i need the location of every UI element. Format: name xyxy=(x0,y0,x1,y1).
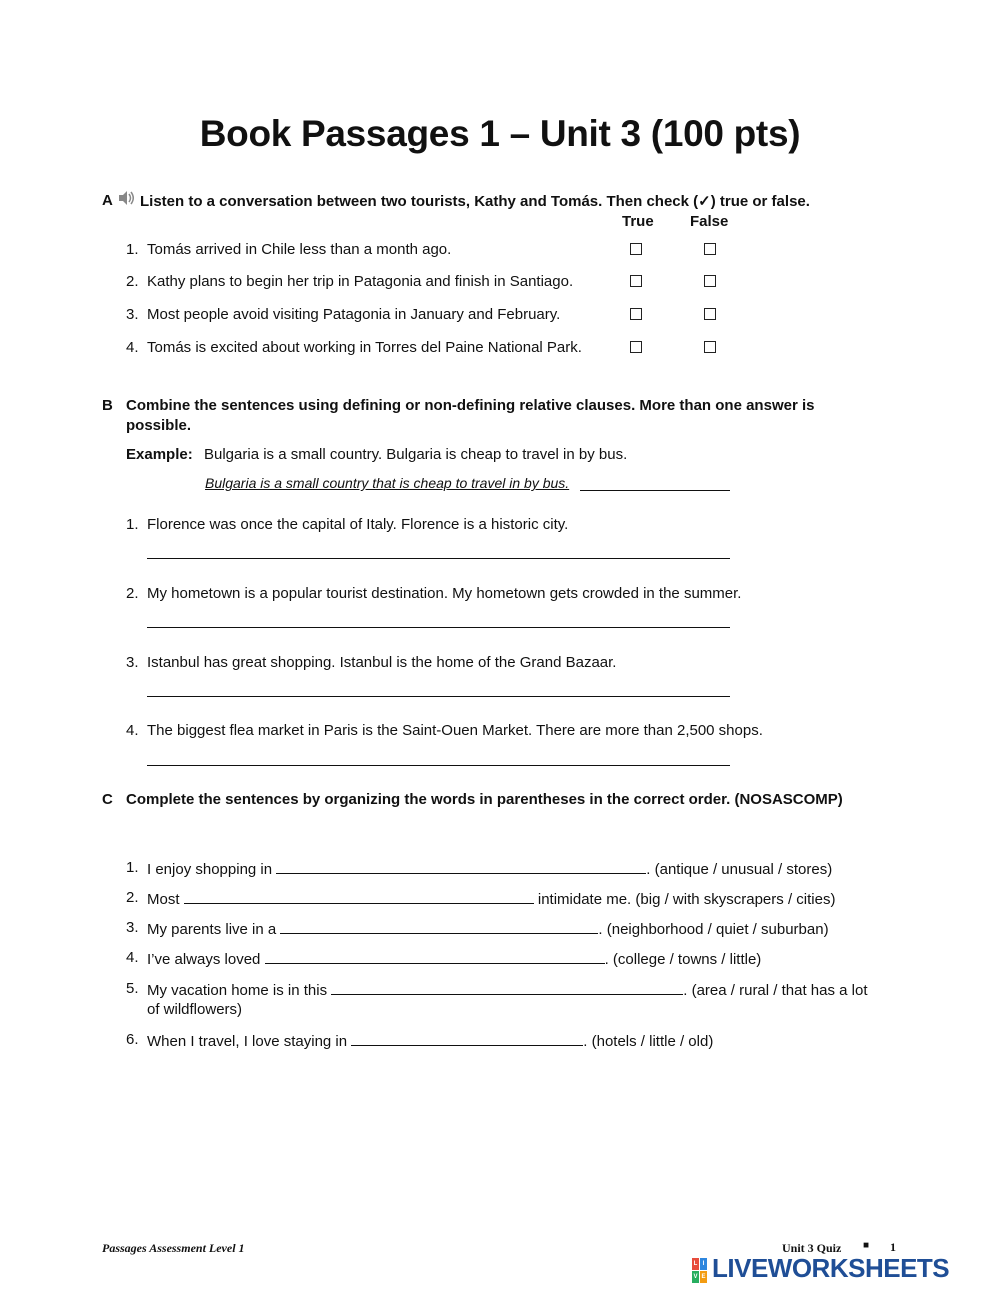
logo-tile: I xyxy=(700,1258,707,1270)
fill-in-sentence: Most intimidate me. (big / with skyscrapers / cities) xyxy=(147,891,836,908)
true-false-statement: Most people avoid visiting Patagonia in January and February. xyxy=(147,306,561,323)
combine-prompt: My hometown is a popular tourist destination. My hometown gets crowded in the summer. xyxy=(147,585,742,602)
answer-line[interactable] xyxy=(147,558,730,559)
true-checkbox[interactable] xyxy=(630,308,642,320)
true-false-statement: Tomás arrived in Chile less than a month ago. xyxy=(147,241,452,258)
combine-prompt: The biggest flea market in Paris is the Saint-Ouen Market. There are more than 2,500 shops. xyxy=(147,722,763,739)
true-checkbox[interactable] xyxy=(630,275,642,287)
answer-line[interactable] xyxy=(147,765,730,766)
fill-in-blank[interactable] xyxy=(280,919,598,934)
example-text: Bulgaria is a small country. Bulgaria is cheap to travel in by bus. xyxy=(204,446,628,463)
fill-in-sentence: My vacation home is in this . (area / rural / that has a lot xyxy=(147,982,868,999)
speaker-icon[interactable] xyxy=(117,190,137,211)
question-number: 3. xyxy=(126,919,139,936)
fill-in-sentence: I enjoy shopping in . (antique / unusual / stores) xyxy=(147,861,833,878)
fill-in-blank[interactable] xyxy=(331,980,683,995)
footer-course-name: Passages Assessment Level 1 xyxy=(102,1241,245,1255)
false-checkbox[interactable] xyxy=(704,308,716,320)
fill-in-sentence: My parents live in a . (neighborhood / quiet / suburban) xyxy=(147,921,829,938)
question-number: 2. xyxy=(126,273,139,290)
true-false-statement: Kathy plans to begin her trip in Patagonia and finish in Santiago. xyxy=(147,273,574,290)
answer-line[interactable] xyxy=(147,696,730,697)
question-number: 1. xyxy=(126,516,139,533)
page-title: Book Passages 1 – Unit 3 (100 pts) xyxy=(199,113,801,154)
section-a-instruction: Listen to a conversation between two tourists, Kathy and Tomás. Then check (✓) true or false. xyxy=(140,193,810,210)
example-answer-underline xyxy=(580,490,730,491)
question-number: 2. xyxy=(126,585,139,602)
fill-in-blank[interactable] xyxy=(276,859,646,874)
section-b-letter: B xyxy=(102,397,113,414)
section-b-instruction-continued: possible. xyxy=(126,417,192,434)
answer-line[interactable] xyxy=(147,627,730,628)
logo-tile: L xyxy=(692,1258,699,1270)
footer-bullet-icon: ■ xyxy=(863,1240,870,1251)
fill-in-sentence: I’ve always loved . (college / towns / little) xyxy=(147,951,762,968)
fill-in-sentence-continued: of wildflowers) xyxy=(147,1001,243,1018)
question-number: 1. xyxy=(126,241,139,258)
true-false-statement: Tomás is excited about working in Torres del Paine National Park. xyxy=(147,339,582,356)
section-a-letter: A xyxy=(102,192,113,209)
combine-prompt: Florence was once the capital of Italy. Florence is a historic city. xyxy=(147,516,569,533)
example-answer: Bulgaria is a small country that is cheap to travel in by bus. xyxy=(205,475,570,491)
logo-tile: E xyxy=(700,1271,707,1283)
logo-tile: V xyxy=(692,1271,699,1283)
question-number: 6. xyxy=(126,1031,139,1048)
question-number: 4. xyxy=(126,949,139,966)
true-checkbox[interactable] xyxy=(630,341,642,353)
column-false-header: False xyxy=(690,213,729,230)
question-number: 4. xyxy=(126,339,139,356)
fill-in-blank[interactable] xyxy=(184,889,534,904)
column-true-header: True xyxy=(622,213,654,230)
section-c-letter: C xyxy=(102,791,113,808)
liveworksheets-logo-icon xyxy=(692,1258,706,1283)
fill-in-blank[interactable] xyxy=(351,1031,583,1046)
combine-prompt: Istanbul has great shopping. Istanbul is the home of the Grand Bazaar. xyxy=(147,654,617,671)
liveworksheets-watermark[interactable]: LIVEWORKSHEETS xyxy=(712,1253,950,1283)
false-checkbox[interactable] xyxy=(704,275,716,287)
question-number: 1. xyxy=(126,859,139,876)
false-checkbox[interactable] xyxy=(704,341,716,353)
example-label: Example: xyxy=(126,446,193,463)
question-number: 3. xyxy=(126,654,139,671)
question-number: 4. xyxy=(126,722,139,739)
section-c-instruction: Complete the sentences by organizing the words in parentheses in the correct order. (NOSASCOMP) xyxy=(126,791,843,808)
true-checkbox[interactable] xyxy=(630,243,642,255)
footer-quiz-label: Unit 3 Quiz xyxy=(782,1241,842,1255)
question-number: 5. xyxy=(126,980,139,997)
false-checkbox[interactable] xyxy=(704,243,716,255)
question-number: 3. xyxy=(126,306,139,323)
fill-in-blank[interactable] xyxy=(265,949,605,964)
question-number: 2. xyxy=(126,889,139,906)
section-b-instruction: Combine the sentences using defining or non-defining relative clauses. More than one answer is xyxy=(126,397,815,414)
fill-in-sentence: When I travel, I love staying in . (hotels / little / old) xyxy=(147,1033,714,1050)
footer-page-number: 1 xyxy=(890,1240,896,1254)
